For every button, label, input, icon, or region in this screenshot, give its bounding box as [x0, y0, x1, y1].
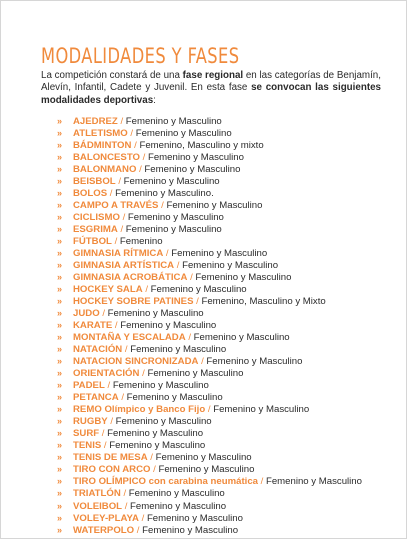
- sport-modalities: Femenino y Masculino: [130, 500, 227, 512]
- chevron-right-icon: »: [57, 188, 63, 199]
- sport-name: BALONCESTO: [73, 152, 140, 164]
- sport-modalities: Femenino y Masculino: [115, 416, 212, 428]
- intro-text-3: :: [153, 94, 156, 106]
- sport-name: AJEDREZ: [73, 116, 118, 127]
- sport-modalities: Femenino y Masculino: [265, 476, 362, 488]
- chevron-right-icon: »: [57, 392, 63, 403]
- separator: /: [257, 476, 266, 488]
- list-item: [57, 331, 362, 343]
- list-item: [57, 367, 362, 379]
- sport-name: JUDO: [73, 308, 100, 320]
- sport-modalities: Femenino, Masculino y Mixto: [201, 296, 326, 308]
- list-item: [57, 415, 362, 427]
- sport-modalities: Femenino y Masculino: [171, 248, 268, 260]
- sport-name: ATLETISMO: [73, 128, 128, 140]
- sport-name: GIMNASIA RÍTMICA: [73, 248, 164, 260]
- chevron-right-icon: »: [57, 176, 63, 187]
- list-item: [57, 439, 362, 451]
- sport-modalities: Femenino y Masculino: [195, 272, 292, 284]
- sport-modalities: Femenino y Masculino: [213, 404, 310, 416]
- separator: /: [99, 428, 108, 440]
- sport-modalities: Femenino y Masculino: [125, 224, 222, 236]
- separator: /: [99, 308, 108, 320]
- chevron-right-icon: »: [57, 488, 63, 499]
- sport-modalities: Femenino y Masculino: [126, 392, 223, 404]
- sport-modalities: Femenino y Masculino: [182, 260, 279, 272]
- sport-name: TRIATLÓN: [73, 488, 121, 500]
- chevron-right-icon: »: [57, 452, 63, 463]
- list-item: [57, 211, 362, 223]
- list-item: [57, 187, 362, 199]
- list-item: [57, 379, 362, 391]
- sports-list: [57, 115, 362, 536]
- sport-modalities: Femenino y Masculino: [120, 320, 217, 332]
- list-item: [57, 451, 362, 463]
- sport-modalities: Femenino y Masculino: [127, 212, 224, 224]
- chevron-right-icon: »: [57, 356, 63, 367]
- sport-modalities: Femenino y Masculino: [144, 164, 241, 176]
- sport-name: HOCKEY SOBRE PATINES: [73, 296, 194, 308]
- separator: /: [117, 116, 126, 127]
- sport-name: VOLEY-PLAYA: [73, 512, 139, 524]
- chevron-right-icon: »: [57, 296, 63, 307]
- sport-modalities: Femenino: [119, 236, 163, 248]
- separator: /: [138, 512, 147, 524]
- chevron-right-icon: »: [57, 308, 63, 319]
- chevron-right-icon: »: [57, 476, 63, 487]
- separator: /: [104, 380, 113, 392]
- list-item: [57, 403, 362, 415]
- sport-name: WATERPOLO: [73, 524, 135, 536]
- chevron-right-icon: »: [57, 344, 63, 355]
- chevron-right-icon: »: [57, 332, 63, 343]
- list-item: [57, 235, 362, 247]
- sport-name: PADEL: [73, 380, 105, 392]
- separator: /: [139, 152, 148, 164]
- chevron-right-icon: »: [57, 284, 63, 295]
- chevron-right-icon: »: [57, 440, 63, 451]
- list-item: [57, 463, 362, 475]
- sport-modalities: Femenino y Masculino.: [115, 188, 214, 200]
- sport-name: TIRO CON ARCO: [73, 464, 151, 476]
- sport-name: VOLEIBOL: [73, 500, 123, 512]
- list-item: [57, 427, 362, 439]
- separator: /: [136, 164, 145, 176]
- separator: /: [150, 464, 159, 476]
- sport-name: PETANCA: [73, 392, 119, 404]
- sport-modalities: Femenino y Masculino: [130, 344, 227, 356]
- sport-name: HOCKEY SALA: [73, 284, 143, 296]
- sport-name: MONTAÑA Y ESCALADA: [73, 332, 186, 344]
- intro-bold-2: se convocan las siguientes modalidades deportivas: [41, 82, 381, 106]
- sport-name: SURF: [73, 428, 100, 440]
- list-item: [57, 524, 362, 536]
- separator: /: [187, 272, 196, 284]
- sport-modalities: Femenino y Masculino: [155, 452, 252, 464]
- sport-name: GIMNASIA ACROBÁTICA: [73, 272, 188, 284]
- sport-modalities: Femenino y Masculino: [135, 128, 232, 140]
- intro-bold-1: fase regional: [182, 70, 244, 81]
- sport-name: TENIS: [73, 440, 102, 452]
- chevron-right-icon: »: [57, 320, 63, 331]
- sport-modalities: Femenino y Masculino: [158, 464, 255, 476]
- list-item: [57, 355, 362, 367]
- separator: /: [131, 140, 140, 152]
- sport-modalities: Femenino y Masculino: [142, 524, 239, 536]
- list-item: [57, 487, 362, 499]
- separator: /: [101, 440, 110, 452]
- sport-name: BEISBOL: [73, 176, 116, 188]
- chevron-right-icon: »: [57, 152, 63, 163]
- chevron-right-icon: »: [57, 200, 63, 211]
- separator: /: [198, 356, 207, 368]
- sport-name: RUGBY: [73, 416, 108, 428]
- chevron-right-icon: »: [57, 524, 63, 535]
- chevron-right-icon: »: [57, 416, 63, 427]
- list-item: [57, 283, 362, 295]
- separator: /: [205, 404, 214, 416]
- chevron-right-icon: »: [57, 128, 63, 139]
- sport-name: ORIENTACIÓN: [73, 368, 140, 380]
- sport-modalities: Femenino, Masculino y mixto: [139, 140, 264, 152]
- separator: /: [115, 176, 124, 188]
- sport-modalities: Femenino y Masculino: [123, 176, 220, 188]
- sport-modalities: Femenino y Masculino: [107, 428, 204, 440]
- sport-name: BALONMANO: [73, 164, 137, 176]
- sport-name: GIMNASIA ARTÍSTICA: [73, 260, 175, 272]
- chevron-right-icon: »: [57, 260, 63, 271]
- list-item: [57, 127, 362, 139]
- separator: /: [142, 284, 151, 296]
- intro-text-1: La competición constará de una: [41, 70, 183, 81]
- list-item: [57, 391, 362, 403]
- separator: /: [111, 236, 120, 248]
- sport-name: ESGRIMA: [73, 224, 118, 236]
- sport-modalities: Femenino y Masculino: [128, 488, 225, 500]
- sport-modalities: Femenino y Masculino: [107, 308, 204, 320]
- separator: /: [134, 524, 143, 536]
- sport-name: FÚTBOL: [73, 236, 112, 248]
- list-item: [57, 271, 362, 283]
- separator: /: [118, 392, 127, 404]
- intro-paragraph: [41, 70, 381, 107]
- sport-modalities: Femenino y Masculino: [125, 116, 222, 127]
- sport-modalities: Femenino y Masculino: [109, 440, 206, 452]
- sport-modalities: Femenino y Masculino: [112, 380, 209, 392]
- sport-name: CICLISMO: [73, 212, 120, 224]
- separator: /: [163, 248, 172, 260]
- separator: /: [147, 452, 156, 464]
- separator: /: [112, 320, 121, 332]
- sport-modalities: Femenino y Masculino: [150, 284, 247, 296]
- separator: /: [107, 416, 116, 428]
- chevron-right-icon: »: [57, 164, 63, 175]
- chevron-right-icon: »: [57, 428, 63, 439]
- chevron-right-icon: »: [57, 512, 63, 523]
- sport-name: TIRO OLÍMPICO con carabina neumática: [73, 476, 258, 488]
- list-item: [57, 500, 362, 512]
- chevron-right-icon: »: [57, 140, 63, 151]
- list-item: [57, 319, 362, 331]
- sport-name: BOLOS: [73, 188, 108, 200]
- chevron-right-icon: »: [57, 500, 63, 511]
- sport-modalities: Femenino y Masculino: [146, 512, 243, 524]
- list-item: [57, 115, 362, 127]
- separator: /: [122, 500, 131, 512]
- list-item: [57, 223, 362, 235]
- sport-name: REMO Olímpico y Banco Fijo: [73, 404, 206, 416]
- separator: /: [174, 260, 183, 272]
- sport-modalities: Femenino y Masculino: [147, 368, 244, 380]
- separator: /: [117, 224, 126, 236]
- chevron-right-icon: »: [57, 224, 63, 235]
- chevron-right-icon: »: [57, 248, 63, 259]
- list-item: [57, 175, 362, 187]
- separator: /: [193, 296, 202, 308]
- sport-modalities: Femenino y Masculino: [147, 152, 244, 164]
- chevron-right-icon: »: [57, 380, 63, 391]
- separator: /: [185, 332, 194, 344]
- sport-modalities: Femenino y Masculino: [166, 200, 263, 212]
- sport-name: NATACIÓN: [73, 344, 123, 356]
- intro-text-2: en las categorías de Benjamín, Alevín, Infantil, Cadete y Juvenil. En esta fase: [41, 70, 381, 94]
- list-item: [57, 475, 362, 487]
- chevron-right-icon: »: [57, 236, 63, 247]
- list-item: [57, 151, 362, 163]
- chevron-right-icon: »: [57, 212, 63, 223]
- list-item: [57, 259, 362, 271]
- separator: /: [119, 212, 128, 224]
- list-item: [57, 343, 362, 355]
- chevron-right-icon: »: [57, 368, 63, 379]
- separator: /: [158, 200, 167, 212]
- list-item: [57, 512, 362, 524]
- sport-name: CAMPO A TRAVÉS: [73, 200, 159, 212]
- chevron-right-icon: »: [57, 272, 63, 283]
- list-item: [57, 247, 362, 259]
- list-item: [57, 139, 362, 151]
- page-title: MODALIDADES Y FASES: [41, 44, 240, 69]
- sport-name: TENIS DE MESA: [73, 452, 148, 464]
- sport-name: KARATE: [73, 320, 113, 332]
- separator: /: [107, 188, 116, 200]
- sport-modalities: Femenino y Masculino: [193, 332, 290, 344]
- sport-modalities: Femenino y Masculino: [206, 356, 303, 368]
- list-item: [57, 199, 362, 211]
- chevron-right-icon: »: [57, 404, 63, 415]
- list-item: [57, 163, 362, 175]
- separator: /: [120, 488, 129, 500]
- separator: /: [122, 344, 131, 356]
- chevron-right-icon: »: [57, 116, 63, 126]
- list-item: [57, 295, 362, 307]
- sport-name: NATACION SINCRONIZADA: [73, 356, 199, 368]
- chevron-right-icon: »: [57, 464, 63, 475]
- separator: /: [139, 368, 148, 380]
- sport-name: BÁDMINTON: [73, 140, 132, 152]
- list-item: [57, 307, 362, 319]
- separator: /: [127, 128, 136, 140]
